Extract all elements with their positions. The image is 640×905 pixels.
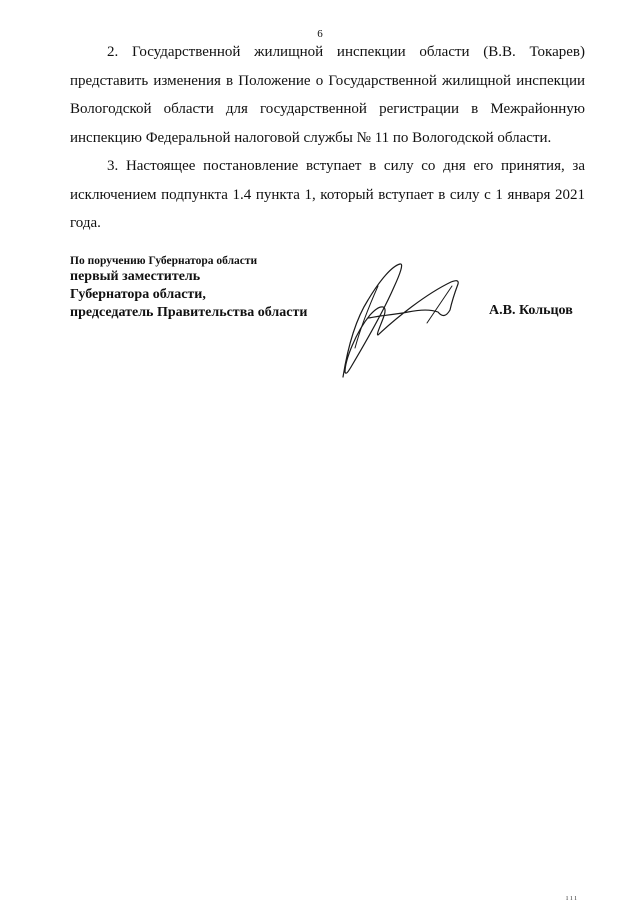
footer-marks: ı ı ı	[566, 893, 577, 902]
signatory-block	[70, 254, 307, 322]
paragraph-2: 2. Государственной жилищной инспекции области (В.В. Токарев) представить изменения в Положение о Государственной жилищной инспекции Вологодской области для государственной регистрации в Межрайонную инспекцию Федеральной налоговой службы № 11 по Вологодской области.	[70, 44, 585, 146]
on-behalf-note: По поручению Губернатора области	[70, 255, 258, 267]
signatory-position-line-3: председатель Правительства области	[70, 305, 308, 320]
signatory-name: А.В. Кольцов	[489, 303, 573, 318]
signatory-position-line-1: первый заместитель	[70, 269, 201, 284]
document-body	[70, 38, 585, 238]
page-number: 6	[317, 28, 323, 40]
paragraph-3: 3. Настоящее постановление вступает в силу со дня его принятия, за исключением подпункта 1.4 пункта 1, который вступает в силу с 1 января 2021 года.	[70, 158, 585, 231]
signatory-position-line-2: Губернатора области,	[70, 287, 206, 302]
handwritten-signature	[334, 260, 504, 382]
